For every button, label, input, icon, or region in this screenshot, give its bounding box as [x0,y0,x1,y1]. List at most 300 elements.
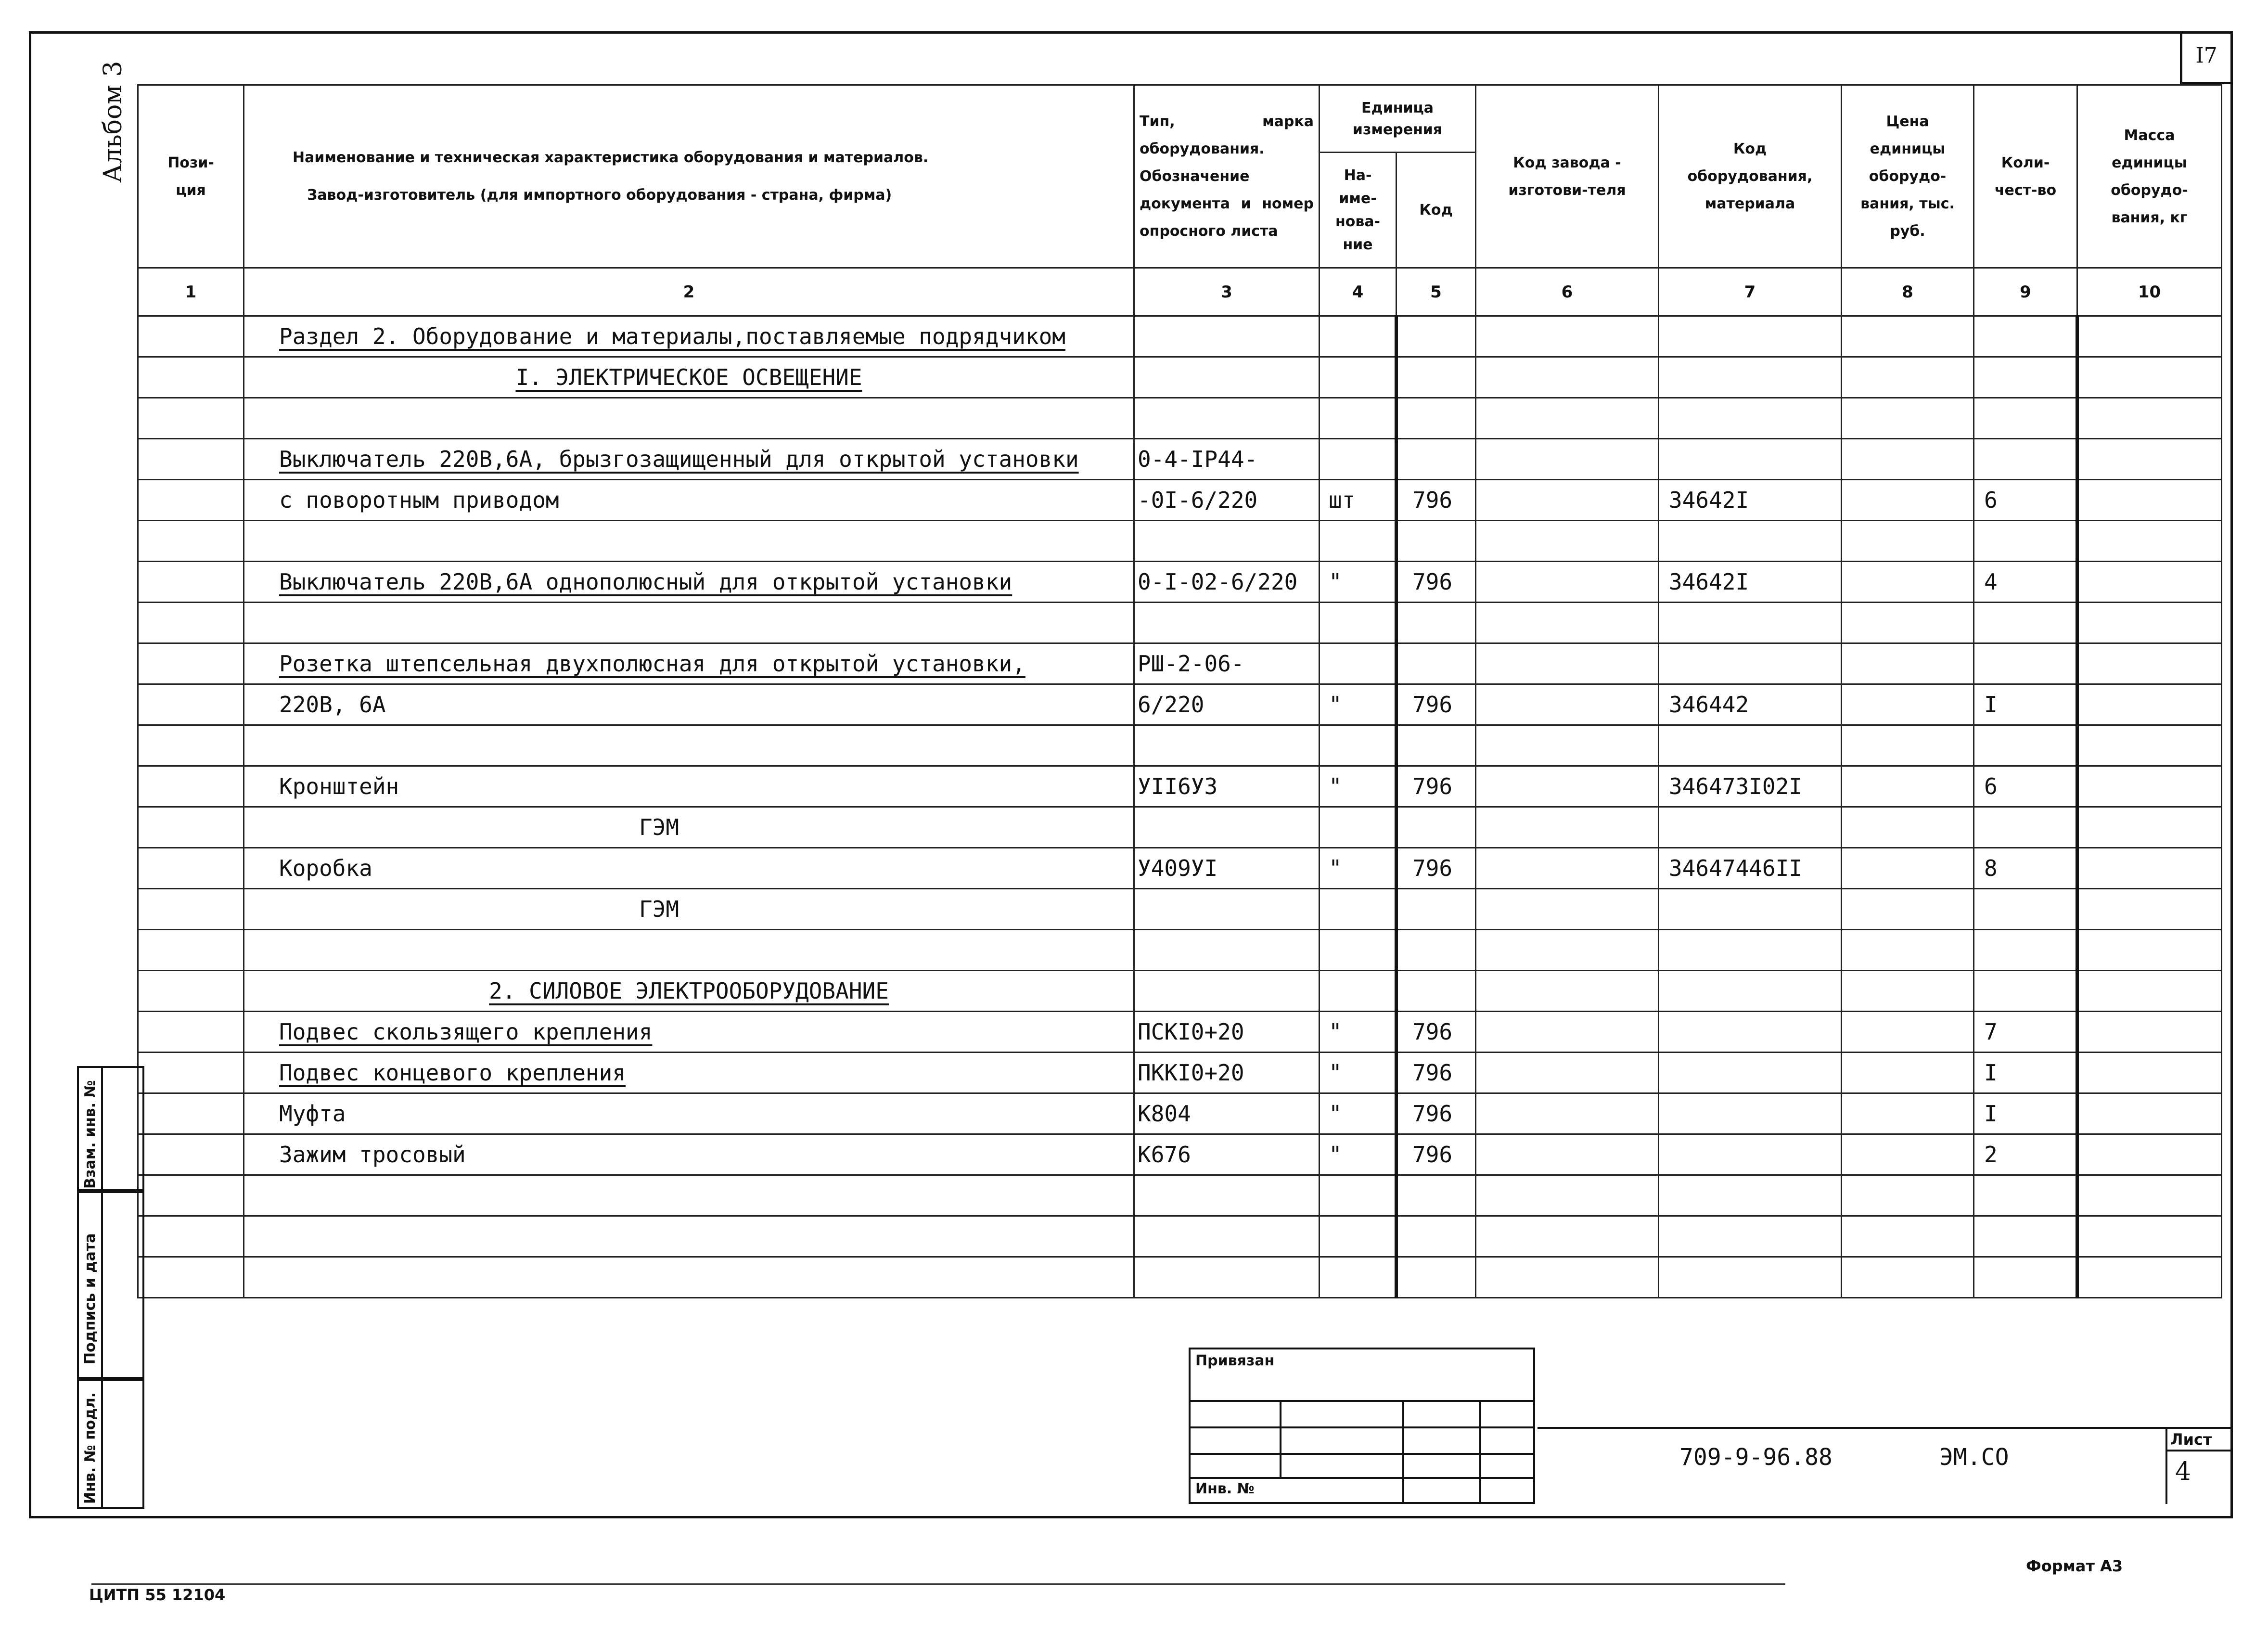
cell-col-6 [1476,316,1659,357]
cell-col-7 [1659,1053,1842,1093]
cell-col-5 [1397,766,1476,807]
cell-col-2 [244,480,1134,521]
cell-col-10 [2077,643,2222,684]
cell-col-1 [138,684,244,725]
table-row [138,684,2222,725]
cell-text: Муфта [279,1101,346,1127]
cell-col-2 [244,1257,1134,1298]
header-unit: Единица измерения [1320,85,1476,153]
cell-col-10 [2077,480,2222,521]
cell-col-2 [244,684,1134,725]
cell-col-5 [1397,971,1476,1012]
cell-col-1 [138,889,244,930]
cell-col-7 [1659,725,1842,766]
col-number-2: 2 [244,268,1134,316]
cell-col-3 [1134,357,1320,398]
cell-col-7 [1659,889,1842,930]
cell-col-8 [1842,480,1974,521]
cell-col-8 [1842,439,1974,480]
cell-col-10 [2077,889,2222,930]
cell-col-2 [244,1093,1134,1134]
cell-col-8 [1842,643,1974,684]
cell-col-1 [138,725,244,766]
list-number: 4 [2175,1457,2191,1486]
cell-col-6 [1476,1093,1659,1134]
cell-col-8 [1842,1053,1974,1093]
cell-col-2 [244,889,1134,930]
format-label: Формат А3 [2026,1557,2123,1575]
cell-col-7 [1659,971,1842,1012]
table-row [138,521,2222,562]
cell-col-3 [1134,316,1320,357]
cell-col-4 [1320,1053,1397,1093]
cell-col-6 [1476,398,1659,439]
cell-text: 796 [1412,569,1453,595]
cell-col-6 [1476,1216,1659,1257]
cell-col-6 [1476,725,1659,766]
cell-col-1 [138,1257,244,1298]
cell-col-1 [138,930,244,971]
cell-col-2 [244,357,1134,398]
cell-col-5 [1397,684,1476,725]
cell-text: " [1329,1101,1342,1127]
side-divider [101,1066,103,1509]
cell-col-9 [1974,643,2077,684]
cell-col-8 [1842,766,1974,807]
col-number-1: 1 [138,268,244,316]
cell-col-2 [244,603,1134,643]
cell-col-7 [1659,398,1842,439]
cell-text: Коробка [279,855,372,881]
cell-col-10 [2077,848,2222,889]
cell-col-10 [2077,766,2222,807]
cell-col-10 [2077,725,2222,766]
cell-col-1 [138,357,244,398]
cell-col-8 [1842,1134,1974,1175]
cell-col-6 [1476,766,1659,807]
cell-col-8 [1842,1175,1974,1216]
cell-col-7 [1659,1257,1842,1298]
cell-col-10 [2077,439,2222,480]
cell-col-7 [1659,480,1842,521]
cell-col-8 [1842,725,1974,766]
header-type: Тип, марка оборудования. Обозначение документа и номер опросного листа [1134,85,1320,268]
cell-col-6 [1476,480,1659,521]
col-number-3: 3 [1134,268,1320,316]
header-price: Цена единицы оборудо-вания, тыс. руб. [1842,85,1974,268]
list-divider [2165,1450,2233,1451]
cell-col-2 [244,971,1134,1012]
cell-text: 220В, 6А [279,692,386,718]
binding-stamp [1189,1348,1535,1504]
cell-col-9 [1974,1093,2077,1134]
col-number-10: 10 [2077,268,2222,316]
cell-col-9 [1974,357,2077,398]
table-row [138,766,2222,807]
cell-col-4 [1320,807,1397,848]
cell-col-7 [1659,439,1842,480]
cell-text: Зажим тросовый [279,1142,466,1168]
cell-col-5 [1397,807,1476,848]
stamp-inv: Инв. № [1195,1480,1255,1497]
cell-col-4 [1320,971,1397,1012]
cell-text: 796 [1412,855,1453,881]
cell-col-2 [244,643,1134,684]
cell-text: Розетка штепсельная двухполюсная для открытой установки, [279,651,1025,677]
cell-text: ПСКI0+20 [1138,1019,1244,1045]
cell-text: 8 [1984,855,1998,881]
cell-text: " [1329,1142,1342,1168]
table-row [138,1093,2222,1134]
cell-col-7 [1659,643,1842,684]
cell-col-4 [1320,398,1397,439]
header-factory-code: Код завода - изготови-теля [1476,85,1659,268]
cell-col-2 [244,562,1134,603]
cell-col-10 [2077,316,2222,357]
table-row [138,603,2222,643]
cell-col-2 [244,766,1134,807]
cell-col-4 [1320,889,1397,930]
cell-col-5 [1397,1216,1476,1257]
cell-col-3 [1134,930,1320,971]
cell-col-8 [1842,562,1974,603]
cell-col-6 [1476,1053,1659,1093]
cell-text: 796 [1412,1019,1453,1045]
cell-col-8 [1842,521,1974,562]
cell-col-1 [138,766,244,807]
cell-text: " [1329,855,1342,881]
cell-col-7 [1659,1093,1842,1134]
cell-text: ГЭМ [639,814,679,840]
cell-col-8 [1842,1216,1974,1257]
cell-col-3 [1134,398,1320,439]
cell-col-7 [1659,1134,1842,1175]
cell-col-10 [2077,562,2222,603]
cell-col-8 [1842,807,1974,848]
cell-col-5 [1397,480,1476,521]
cell-col-10 [2077,807,2222,848]
cell-col-9 [1974,1053,2077,1093]
cell-col-3 [1134,1175,1320,1216]
cell-text: 796 [1412,487,1453,513]
table-row [138,807,2222,848]
cell-col-10 [2077,971,2222,1012]
table-row [138,480,2222,521]
cell-col-10 [2077,1134,2222,1175]
col-number-8: 8 [1842,268,1974,316]
cell-text: " [1329,1019,1342,1045]
cell-text: Подвес скользящего крепления [279,1019,653,1045]
cell-col-8 [1842,889,1974,930]
cell-text: 0-4-IP44- [1138,446,1258,472]
cell-col-1 [138,1012,244,1053]
cell-col-3 [1134,848,1320,889]
cell-col-10 [2077,1012,2222,1053]
cell-col-8 [1842,316,1974,357]
header-name-line1: Наименование и техническая характеристика оборудования и материалов. [293,149,929,166]
cell-col-6 [1476,1257,1659,1298]
table-row [138,1012,2222,1053]
cell-col-4 [1320,848,1397,889]
cell-text: " [1329,773,1342,799]
cell-text: шт [1329,487,1356,513]
cell-col-3 [1134,684,1320,725]
cell-text: Подвес концевого крепления [279,1060,626,1086]
cell-col-1 [138,1175,244,1216]
cell-col-6 [1476,357,1659,398]
cell-col-2 [244,725,1134,766]
cell-col-8 [1842,848,1974,889]
cell-col-4 [1320,562,1397,603]
cell-col-5 [1397,1053,1476,1093]
cell-col-5 [1397,889,1476,930]
cell-col-10 [2077,930,2222,971]
table-row [138,1134,2222,1175]
col-number-5: 5 [1397,268,1476,316]
cell-col-2 [244,1175,1134,1216]
cell-text: 6/220 [1138,692,1204,718]
cell-text: " [1329,569,1342,595]
cell-col-10 [2077,521,2222,562]
cell-col-1 [138,643,244,684]
cell-col-7 [1659,562,1842,603]
cell-text: " [1329,1060,1342,1086]
table-row [138,1175,2222,1216]
cell-text: 796 [1412,1101,1453,1127]
cell-col-6 [1476,643,1659,684]
col-number-6: 6 [1476,268,1659,316]
cell-col-5 [1397,1093,1476,1134]
cell-col-6 [1476,562,1659,603]
cell-text: 34647446II [1669,855,1802,881]
list-label: Лист [2170,1430,2212,1449]
cell-col-3 [1134,1216,1320,1257]
cell-col-9 [1974,725,2077,766]
cell-text: 346442 [1669,692,1749,718]
cell-text: 796 [1412,1142,1453,1168]
table-row [138,725,2222,766]
cell-col-1 [138,848,244,889]
cell-text: I [1984,1060,1998,1086]
cell-text: 4 [1984,569,1998,595]
cell-col-9 [1974,684,2077,725]
footer-rule [91,1583,1785,1585]
cell-text: 34642I [1669,569,1749,595]
cell-col-6 [1476,521,1659,562]
cell-text: 346473I02I [1669,773,1802,799]
cell-col-8 [1842,1257,1974,1298]
cell-col-7 [1659,316,1842,357]
cell-col-6 [1476,439,1659,480]
cell-text: I [1984,1101,1998,1127]
cell-col-7 [1659,766,1842,807]
cell-col-6 [1476,807,1659,848]
cell-text: Раздел 2. Оборудование и материалы,поставляемые подрядчиком [279,323,1065,349]
cell-text: Выключатель 220В,6А однополюсный для открытой установки [279,569,1012,595]
cell-col-5 [1397,848,1476,889]
cell-col-5 [1397,930,1476,971]
cell-col-3 [1134,521,1320,562]
cell-col-9 [1974,1175,2077,1216]
cell-col-5 [1397,1012,1476,1053]
cell-col-1 [138,971,244,1012]
cell-col-3 [1134,807,1320,848]
cell-col-2 [244,521,1134,562]
cell-col-10 [2077,603,2222,643]
cell-col-7 [1659,1175,1842,1216]
table-row [138,889,2222,930]
header-unit-name: На-име-нова-ние [1320,153,1397,268]
cell-col-3 [1134,562,1320,603]
cell-col-8 [1842,930,1974,971]
cell-col-6 [1476,1175,1659,1216]
table-row [138,562,2222,603]
cell-col-6 [1476,848,1659,889]
cell-col-4 [1320,1216,1397,1257]
cell-col-1 [138,1216,244,1257]
cell-col-2 [244,1134,1134,1175]
side-label-inv: Инв. № подл. [82,1392,99,1504]
cell-col-3 [1134,725,1320,766]
cell-col-6 [1476,1134,1659,1175]
cell-col-1 [138,603,244,643]
cell-text: 34642I [1669,487,1749,513]
cell-col-1 [138,316,244,357]
cell-col-2 [244,848,1134,889]
cell-col-8 [1842,684,1974,725]
cell-col-8 [1842,1012,1974,1053]
header-quantity: Коли-чест-во [1974,85,2077,268]
cell-col-5 [1397,521,1476,562]
cell-text: К676 [1138,1142,1191,1168]
header-name [244,85,1134,268]
col-number-7: 7 [1659,268,1842,316]
cell-col-3 [1134,1093,1320,1134]
cell-col-3 [1134,1012,1320,1053]
cell-col-7 [1659,1216,1842,1257]
cell-col-4 [1320,684,1397,725]
cell-text: Выключатель 220В,6А, брызгозащищенный для открытой установки [279,446,1079,472]
col-number-4: 4 [1320,268,1397,316]
cell-col-6 [1476,1012,1659,1053]
cell-col-3 [1134,643,1320,684]
cell-col-3 [1134,603,1320,643]
cell-col-9 [1974,521,2077,562]
col-number-9: 9 [1974,268,2077,316]
cell-col-4 [1320,643,1397,684]
cell-col-1 [138,1134,244,1175]
cell-col-1 [138,1053,244,1093]
cell-col-9 [1974,1216,2077,1257]
cell-text: УII6УЗ [1138,773,1218,799]
cell-col-4 [1320,766,1397,807]
cell-col-2 [244,1012,1134,1053]
cell-col-5 [1397,643,1476,684]
cell-col-2 [244,1053,1134,1093]
cell-col-8 [1842,398,1974,439]
cell-col-8 [1842,357,1974,398]
cell-col-9 [1974,930,2077,971]
cell-col-6 [1476,930,1659,971]
side-label-podpis: Подпись и дата [82,1233,99,1364]
table-row [138,643,2222,684]
cell-text: 2. СИЛОВОЕ ЭЛЕКТРООБОРУДОВАНИЕ [489,978,889,1004]
cell-col-5 [1397,316,1476,357]
cell-text: РШ-2-06- [1138,651,1244,677]
cell-col-7 [1659,930,1842,971]
cell-col-3 [1134,439,1320,480]
cell-col-3 [1134,1257,1320,1298]
cell-col-1 [138,480,244,521]
header-mass: Масса единицы оборудо-вания, кг [2077,85,2222,268]
cell-col-7 [1659,603,1842,643]
cell-text: У409УI [1138,855,1218,881]
cell-col-4 [1320,603,1397,643]
cell-col-4 [1320,1012,1397,1053]
cell-col-3 [1134,480,1320,521]
album-label: Альбом 3 [99,61,128,183]
cell-col-4 [1320,1175,1397,1216]
cell-col-8 [1842,1093,1974,1134]
cell-col-10 [2077,398,2222,439]
cell-col-4 [1320,316,1397,357]
cell-col-1 [138,807,244,848]
cell-col-2 [244,1216,1134,1257]
table-row [138,439,2222,480]
cell-col-10 [2077,1216,2222,1257]
table-row [138,398,2222,439]
cell-col-9 [1974,316,2077,357]
sheet-number: I7 [2195,43,2217,68]
cell-col-9 [1974,603,2077,643]
cell-col-5 [1397,398,1476,439]
table-row [138,971,2222,1012]
footer-code: ЦИТП 55 12104 [89,1586,226,1604]
cell-text: I [1984,692,1998,718]
side-label-vzam: Взам. инв. № [82,1080,99,1189]
cell-text: " [1329,692,1342,718]
cell-col-5 [1397,1175,1476,1216]
cell-col-9 [1974,562,2077,603]
cell-col-3 [1134,971,1320,1012]
cell-text: Кронштейн [279,773,399,799]
cell-text: 796 [1412,692,1453,718]
cell-col-8 [1842,603,1974,643]
cell-col-10 [2077,1175,2222,1216]
cell-col-7 [1659,684,1842,725]
cell-col-6 [1476,889,1659,930]
cell-text: 796 [1412,773,1453,799]
cell-col-9 [1974,807,2077,848]
cell-col-9 [1974,848,2077,889]
cell-col-7 [1659,848,1842,889]
cell-col-7 [1659,521,1842,562]
cell-col-1 [138,521,244,562]
cell-text: 0-I-02-6/220 [1138,569,1298,595]
stamp-privyazan: Привязан [1195,1352,1275,1369]
cell-col-9 [1974,1134,2077,1175]
cell-col-9 [1974,439,2077,480]
cell-text: I. ЭЛЕКТРИЧЕСКОЕ ОСВЕЩЕНИЕ [515,364,862,390]
cell-col-3 [1134,1134,1320,1175]
cell-text: -0I-6/220 [1138,487,1258,513]
table-row [138,930,2222,971]
cell-col-8 [1842,971,1974,1012]
cell-col-1 [138,439,244,480]
table-row [138,848,2222,889]
cell-text: с поворотным приводом [279,487,559,513]
cell-col-4 [1320,480,1397,521]
